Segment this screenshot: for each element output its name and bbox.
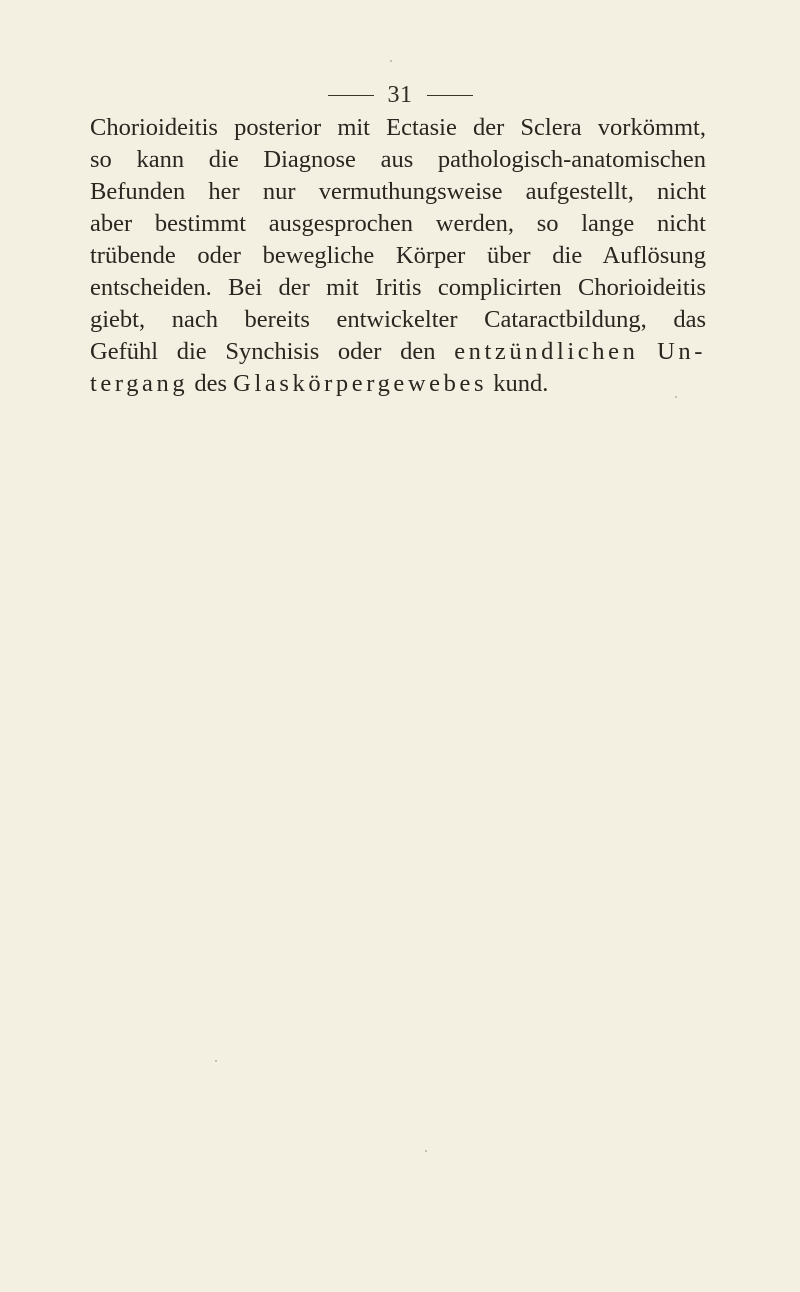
text-line xyxy=(90,336,706,368)
text-segment: kund. xyxy=(487,370,549,397)
text-line: giebt, nach bereits entwickelter Cataractbildung, das xyxy=(90,306,706,333)
emphasized-word: Glaskörpergewebes xyxy=(233,370,488,397)
header-rule-right xyxy=(427,95,473,96)
text-line xyxy=(90,368,706,400)
page-header xyxy=(0,82,800,109)
hyphenated-word-end: tergang xyxy=(90,370,189,397)
text-segment xyxy=(638,338,657,365)
text-line: Chorioideitis posterior mit Ectasie der Sclera vorkömmt, xyxy=(90,114,706,141)
paper-speck xyxy=(675,396,677,398)
text-segment: Gefühl die Synchisis oder den xyxy=(90,338,455,365)
page-number: 31 xyxy=(387,82,413,108)
paper-speck xyxy=(215,1060,217,1062)
text-segment: des xyxy=(188,370,234,397)
text-line: entscheiden. Bei der mit Iritis complicirten Chorioideitis xyxy=(90,274,706,301)
emphasized-word: entzündlichen xyxy=(454,338,639,365)
hyphenated-word-start: Un- xyxy=(657,338,707,365)
paper-speck xyxy=(425,1150,427,1152)
paper-speck xyxy=(390,60,392,62)
text-line: so kann die Diagnose aus pathologisch-anatomischen xyxy=(90,146,706,173)
header-rule-left xyxy=(328,95,374,96)
text-line: Befunden her nur vermuthungsweise aufgestellt, nicht xyxy=(90,178,706,205)
body-paragraph xyxy=(90,112,706,400)
text-line: aber bestimmt ausgesprochen werden, so lange nicht xyxy=(90,210,706,237)
text-line: trübende oder bewegliche Körper über die Auflösung xyxy=(90,242,706,269)
